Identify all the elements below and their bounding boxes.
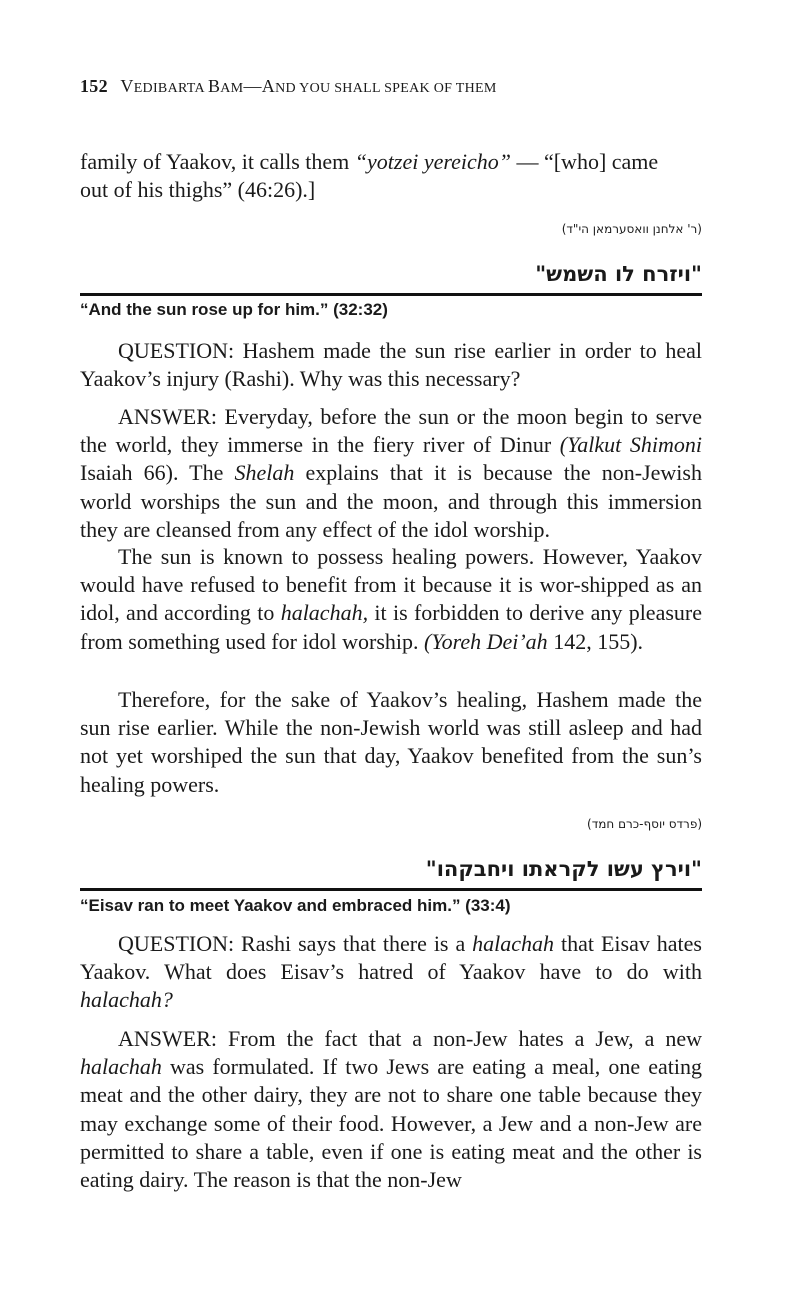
answer-paragraph: ANSWER: From the fact that a non-Jew hates a Jew, a new halachah was formulated. If two Jews are eating a meal, one eating meat and the other dairy, they are not to share one table because they may exchange some of their food. However, a Jew and a non-Jew are permitted to share a table, even if one is eating meat and the other is eating dairy. The reason is that the non-Jew <box>80 1026 702 1193</box>
source-citation: (פרדס יוסף-כרם חמד) <box>587 817 702 831</box>
body-paragraph: Therefore, for the sake of Yaakov’s healing, Hashem made the sun rise earlier. While the non-Jewish world was still asleep and had not yet worshiped the sun that day, Yaakov benefited from the sun’s healing powers. <box>80 687 702 797</box>
page-number: 152 <box>80 76 108 96</box>
question-paragraph: QUESTION: Rashi says that there is a halachah that Eisav hates Yaakov. What does Eisav’s hatred of Yaakov have to do with halachah? <box>80 931 702 1013</box>
source-citation: (ר' אלחנן וואסערמאן הי"ד) <box>561 222 702 236</box>
hebrew-verse-heading: "ויזרח לו השמש" <box>535 262 702 286</box>
question-paragraph: QUESTION: Hashem made the sun rise earlier in order to heal Yaakov’s injury (Rashi). Why was this necessary? <box>80 338 702 392</box>
intro-paragraph: family of Yaakov, it calls them “yotzei yereicho” — “[who] came out of his thighs” (46:26).] <box>80 149 659 203</box>
running-header <box>80 76 497 97</box>
section-divider <box>80 293 702 296</box>
hebrew-verse-heading: "וירץ עשו לקראתו ויחבקהו" <box>425 857 702 881</box>
verse-translation: “And the sun rose up for him.” (32:32) <box>80 300 388 319</box>
answer-paragraph: ANSWER: Everyday, before the sun or the moon begin to serve the world, they immerse in the fiery river of Dinur (Yalkut Shimoni Isaiah 66). The Shelah explains that it is because the non-Jewish world worships the sun and the moon, and through this immersion they are cleansed from any effect of the idol worship. <box>80 404 702 542</box>
verse-translation: “Eisav ran to meet Yaakov and embraced him.” (33:4) <box>80 896 511 915</box>
body-paragraph: The sun is known to possess healing powers. However, Yaakov would have refused to benefit from it because it is wor-shipped as an idol, and according to halachah, it is forbidden to derive any pleasure from something used for idol worship. (Yoreh Dei’ah 142, 155). <box>80 544 702 654</box>
section-divider <box>80 888 702 891</box>
book-title: VEDIBARTA BAM—AND YOU SHALL SPEAK OF THEM <box>120 76 497 96</box>
